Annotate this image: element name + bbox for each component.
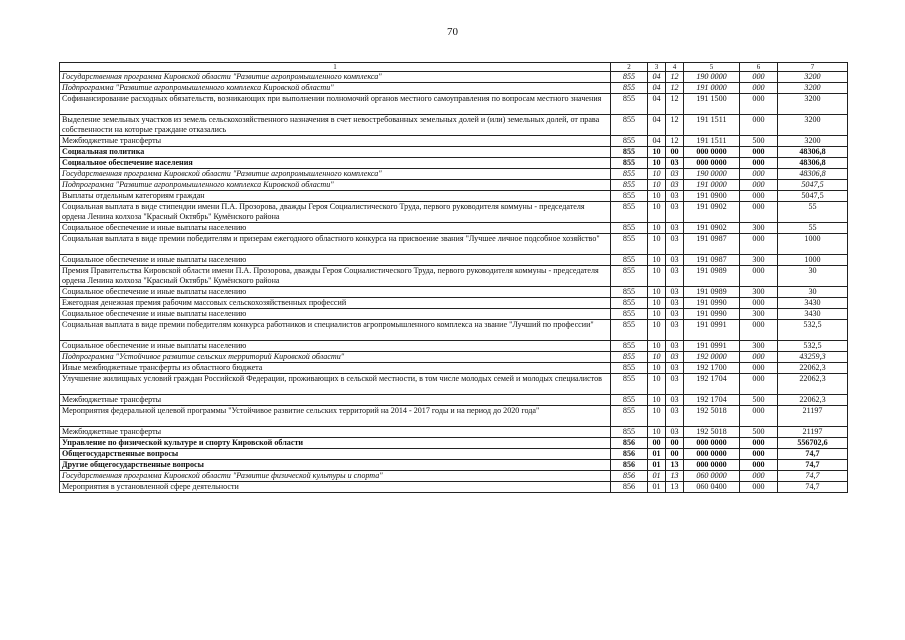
section-code: 10 [648, 298, 666, 309]
table-row [60, 287, 848, 298]
row-name: Управление по физической культуре и спорту Кировской области [60, 438, 611, 449]
amount: 532,5 [778, 320, 848, 341]
section-code: 01 [648, 482, 666, 493]
row-name: Социальная выплата в виде стипендии имени П.А. Прозорова, дважды Героя Социалистического Труда, первого руководителя коммуны - председателя ордена Ленина колхоза "Красный Октябрь" Кумёнского района [60, 202, 611, 223]
column-header-name: 1 [60, 63, 611, 72]
column-header-expense-type: 6 [740, 63, 778, 72]
target-article-code: 000 0000 [684, 449, 740, 460]
expense-type-code: 000 [740, 202, 778, 223]
column-header-section: 3 [648, 63, 666, 72]
expense-type-code: 500 [740, 136, 778, 147]
subsection-code: 03 [666, 363, 684, 374]
row-name: Социальная выплата в виде премии победителям и призерам ежегодного областного конкурса на присвоение звания "Лучшее личное подсобное хозяйство" [60, 234, 611, 255]
ministry-code: 855 [611, 266, 648, 287]
table-row [60, 115, 848, 136]
expense-type-code: 000 [740, 460, 778, 471]
table-row [60, 352, 848, 363]
section-code: 10 [648, 287, 666, 298]
subsection-code: 13 [666, 460, 684, 471]
ministry-code: 855 [611, 395, 648, 406]
subsection-code: 03 [666, 180, 684, 191]
table-row [60, 94, 848, 115]
amount: 30 [778, 266, 848, 287]
section-code: 00 [648, 438, 666, 449]
section-code: 01 [648, 471, 666, 482]
target-article-code: 000 0000 [684, 147, 740, 158]
row-name: Межбюджетные трансферты [60, 136, 611, 147]
section-code: 10 [648, 255, 666, 266]
expense-type-code: 000 [740, 191, 778, 202]
row-name: Межбюджетные трансферты [60, 427, 611, 438]
amount: 5047,5 [778, 180, 848, 191]
ministry-code: 855 [611, 83, 648, 94]
subsection-code: 00 [666, 438, 684, 449]
expense-type-code: 000 [740, 72, 778, 83]
target-article-code: 191 0900 [684, 191, 740, 202]
subsection-code: 03 [666, 352, 684, 363]
ministry-code: 856 [611, 438, 648, 449]
ministry-code: 855 [611, 223, 648, 234]
section-code: 10 [648, 191, 666, 202]
ministry-code: 856 [611, 482, 648, 493]
table-row [60, 136, 848, 147]
subsection-code: 03 [666, 374, 684, 395]
table-row [60, 180, 848, 191]
ministry-code: 855 [611, 255, 648, 266]
amount: 3430 [778, 298, 848, 309]
subsection-code: 03 [666, 427, 684, 438]
target-article-code: 191 0000 [684, 180, 740, 191]
amount: 3200 [778, 115, 848, 136]
row-name: Государственная программа Кировской области "Развитие физической культуры и спорта" [60, 471, 611, 482]
row-name: Другие общегосударственные вопросы [60, 460, 611, 471]
row-name: Социальное обеспечение и иные выплаты населению [60, 223, 611, 234]
target-article-code: 191 0987 [684, 234, 740, 255]
expense-type-code: 500 [740, 395, 778, 406]
section-code: 04 [648, 83, 666, 94]
subsection-code: 03 [666, 395, 684, 406]
section-code: 10 [648, 169, 666, 180]
subsection-code: 03 [666, 234, 684, 255]
ministry-code: 855 [611, 287, 648, 298]
target-article-code: 191 0991 [684, 320, 740, 341]
table-row [60, 266, 848, 287]
amount: 1000 [778, 234, 848, 255]
amount: 3200 [778, 136, 848, 147]
ministry-code: 855 [611, 202, 648, 223]
ministry-code: 855 [611, 341, 648, 352]
table-row [60, 363, 848, 374]
ministry-code: 855 [611, 158, 648, 169]
target-article-code: 192 5018 [684, 406, 740, 427]
target-article-code: 192 0000 [684, 352, 740, 363]
ministry-code: 855 [611, 374, 648, 395]
expense-type-code: 300 [740, 309, 778, 320]
target-article-code: 192 5018 [684, 427, 740, 438]
row-name: Социальное обеспечение и иные выплаты населению [60, 341, 611, 352]
subsection-code: 03 [666, 223, 684, 234]
ministry-code: 855 [611, 180, 648, 191]
amount: 48306,8 [778, 147, 848, 158]
section-code: 10 [648, 395, 666, 406]
table-row [60, 202, 848, 223]
subsection-code: 03 [666, 406, 684, 427]
amount: 21197 [778, 406, 848, 427]
table-row [60, 374, 848, 395]
amount: 21197 [778, 427, 848, 438]
expense-type-code: 000 [740, 180, 778, 191]
table-row [60, 147, 848, 158]
row-name: Софинансирование расходных обязательств, возникающих при выполнении полномочий органов местного самоуправления по вопросам местного значения [60, 94, 611, 115]
row-name: Подпрограмма "Развитие агропромышленного комплекса Кировской области" [60, 180, 611, 191]
column-header-subsection: 4 [666, 63, 684, 72]
table-row [60, 471, 848, 482]
target-article-code: 191 0902 [684, 202, 740, 223]
ministry-code: 855 [611, 115, 648, 136]
subsection-code: 03 [666, 191, 684, 202]
expense-type-code: 300 [740, 223, 778, 234]
amount: 55 [778, 202, 848, 223]
target-article-code: 191 0902 [684, 223, 740, 234]
table-row [60, 234, 848, 255]
amount: 74,7 [778, 482, 848, 493]
ministry-code: 855 [611, 147, 648, 158]
table-row [60, 427, 848, 438]
subsection-code: 12 [666, 83, 684, 94]
row-name: Государственная программа Кировской области "Развитие агропромышленного комплекса" [60, 72, 611, 83]
subsection-code: 12 [666, 115, 684, 136]
table-row [60, 255, 848, 266]
target-article-code: 191 1511 [684, 136, 740, 147]
ministry-code: 855 [611, 72, 648, 83]
ministry-code: 855 [611, 309, 648, 320]
expense-type-code: 000 [740, 83, 778, 94]
section-code: 10 [648, 266, 666, 287]
row-name: Выплаты отдельным категориям граждан [60, 191, 611, 202]
amount: 43259,3 [778, 352, 848, 363]
table-row [60, 449, 848, 460]
section-code: 10 [648, 374, 666, 395]
table-row [60, 83, 848, 94]
row-name: Социальная выплата в виде премии победителям конкурса работников и специалистов агропромышленного комплекса на звание "Лучший по профессии" [60, 320, 611, 341]
expense-type-code: 000 [740, 94, 778, 115]
target-article-code: 190 0000 [684, 169, 740, 180]
ministry-code: 855 [611, 427, 648, 438]
row-name: Социальное обеспечение и иные выплаты населению [60, 287, 611, 298]
expense-type-code: 000 [740, 158, 778, 169]
target-article-code: 190 0000 [684, 72, 740, 83]
expense-type-code: 500 [740, 427, 778, 438]
budget-table [59, 62, 848, 493]
row-name: Социальное обеспечение и иные выплаты населению [60, 309, 611, 320]
table-row [60, 309, 848, 320]
table-row [60, 341, 848, 352]
amount: 74,7 [778, 471, 848, 482]
row-name: Мероприятия в установленной сфере деятельности [60, 482, 611, 493]
target-article-code: 192 1704 [684, 395, 740, 406]
table-row [60, 406, 848, 427]
target-article-code: 191 1511 [684, 115, 740, 136]
table-row [60, 438, 848, 449]
row-name: Мероприятия федеральной целевой программы "Устойчивое развитие сельских территорий на 2014 - 2017 годы и на период до 2020 года" [60, 406, 611, 427]
target-article-code: 191 0989 [684, 287, 740, 298]
column-header-amount: 7 [778, 63, 848, 72]
amount: 3200 [778, 94, 848, 115]
expense-type-code: 000 [740, 298, 778, 309]
expense-type-code: 000 [740, 449, 778, 460]
subsection-code: 13 [666, 482, 684, 493]
amount: 3200 [778, 72, 848, 83]
subsection-code: 00 [666, 147, 684, 158]
subsection-code: 03 [666, 298, 684, 309]
column-header-target-article: 5 [684, 63, 740, 72]
table-row [60, 298, 848, 309]
section-code: 01 [648, 460, 666, 471]
subsection-code: 03 [666, 320, 684, 341]
section-code: 04 [648, 115, 666, 136]
expense-type-code: 000 [740, 471, 778, 482]
subsection-code: 03 [666, 158, 684, 169]
row-name: Выделение земельных участков из земель сельскохозяйственного назначения в счет невостребованных земельных долей и (или) земельных долей, от права собственности на которые граждане отказались [60, 115, 611, 136]
section-code: 10 [648, 352, 666, 363]
row-name: Ежегодная денежная премия рабочим массовых сельскохозяйственных профессий [60, 298, 611, 309]
ministry-code: 855 [611, 320, 648, 341]
ministry-code: 855 [611, 169, 648, 180]
section-code: 10 [648, 427, 666, 438]
subsection-code: 03 [666, 266, 684, 287]
section-code: 10 [648, 223, 666, 234]
row-name: Социальное обеспечение населения [60, 158, 611, 169]
expense-type-code: 000 [740, 352, 778, 363]
expense-type-code: 000 [740, 147, 778, 158]
expense-type-code: 000 [740, 169, 778, 180]
expense-type-code: 000 [740, 266, 778, 287]
ministry-code: 856 [611, 471, 648, 482]
ministry-code: 856 [611, 449, 648, 460]
subsection-code: 00 [666, 449, 684, 460]
subsection-code: 13 [666, 471, 684, 482]
table-row [60, 72, 848, 83]
subsection-code: 12 [666, 72, 684, 83]
table-row [60, 482, 848, 493]
row-name: Премия Правительства Кировской области имени П.А. Прозорова, дважды Героя Социалистического Труда, первого руководителя коммуны - председателя ордена Ленина колхоза "Красный Октябрь" Кумёнского района [60, 266, 611, 287]
amount: 3200 [778, 83, 848, 94]
section-code: 10 [648, 309, 666, 320]
ministry-code: 855 [611, 363, 648, 374]
section-code: 10 [648, 406, 666, 427]
row-name: Иные межбюджетные трансферты из областного бюджета [60, 363, 611, 374]
table-row [60, 191, 848, 202]
amount: 22062,3 [778, 395, 848, 406]
ministry-code: 855 [611, 136, 648, 147]
ministry-code: 855 [611, 352, 648, 363]
expense-type-code: 000 [740, 482, 778, 493]
ministry-code: 855 [611, 234, 648, 255]
expense-type-code: 000 [740, 115, 778, 136]
table-body [60, 72, 848, 493]
section-code: 04 [648, 136, 666, 147]
target-article-code: 191 0991 [684, 341, 740, 352]
target-article-code: 191 0990 [684, 309, 740, 320]
table-row [60, 395, 848, 406]
table-row [60, 320, 848, 341]
row-name: Межбюджетные трансферты [60, 395, 611, 406]
expense-type-code: 000 [740, 363, 778, 374]
subsection-code: 03 [666, 341, 684, 352]
amount: 30 [778, 287, 848, 298]
subsection-code: 03 [666, 202, 684, 223]
section-code: 10 [648, 234, 666, 255]
amount: 5047,5 [778, 191, 848, 202]
row-name: Социальное обеспечение и иные выплаты населению [60, 255, 611, 266]
table-row [60, 158, 848, 169]
target-article-code: 060 0000 [684, 471, 740, 482]
row-name: Улучшение жилищных условий граждан Российской Федерации, проживающих в сельской местности, в том числе молодых семей и молодых специалистов [60, 374, 611, 395]
section-code: 10 [648, 180, 666, 191]
ministry-code: 855 [611, 298, 648, 309]
expense-type-code: 000 [740, 234, 778, 255]
expense-type-code: 000 [740, 320, 778, 341]
expense-type-code: 300 [740, 341, 778, 352]
table-row [60, 169, 848, 180]
section-code: 10 [648, 158, 666, 169]
amount: 3430 [778, 309, 848, 320]
expense-type-code: 000 [740, 438, 778, 449]
section-code: 10 [648, 202, 666, 223]
target-article-code: 191 0989 [684, 266, 740, 287]
table-row [60, 460, 848, 471]
amount: 22062,3 [778, 374, 848, 395]
amount: 22062,3 [778, 363, 848, 374]
amount: 1000 [778, 255, 848, 266]
amount: 74,7 [778, 460, 848, 471]
expense-type-code: 300 [740, 255, 778, 266]
amount: 48306,8 [778, 169, 848, 180]
expense-type-code: 300 [740, 287, 778, 298]
section-code: 10 [648, 341, 666, 352]
ministry-code: 855 [611, 94, 648, 115]
target-article-code: 000 0000 [684, 158, 740, 169]
amount: 556702,6 [778, 438, 848, 449]
page-number: 70 [447, 26, 458, 38]
section-code: 01 [648, 449, 666, 460]
section-code: 04 [648, 72, 666, 83]
target-article-code: 060 0400 [684, 482, 740, 493]
target-article-code: 191 0990 [684, 298, 740, 309]
ministry-code: 856 [611, 460, 648, 471]
subsection-code: 03 [666, 309, 684, 320]
subsection-code: 03 [666, 287, 684, 298]
target-article-code: 000 0000 [684, 438, 740, 449]
subsection-code: 03 [666, 255, 684, 266]
row-name: Социальная политика [60, 147, 611, 158]
section-code: 10 [648, 363, 666, 374]
target-article-code: 191 0000 [684, 83, 740, 94]
table-row [60, 223, 848, 234]
section-code: 10 [648, 147, 666, 158]
expense-type-code: 000 [740, 374, 778, 395]
target-article-code: 000 0000 [684, 460, 740, 471]
amount: 532,5 [778, 341, 848, 352]
amount: 55 [778, 223, 848, 234]
section-code: 10 [648, 320, 666, 341]
target-article-code: 191 1500 [684, 94, 740, 115]
target-article-code: 192 1700 [684, 363, 740, 374]
amount: 48306,8 [778, 158, 848, 169]
row-name: Государственная программа Кировской области "Развитие агропромышленного комплекса" [60, 169, 611, 180]
subsection-code: 12 [666, 136, 684, 147]
row-name: Подпрограмма "Устойчивое развитие сельских территорий Кировской области" [60, 352, 611, 363]
section-code: 04 [648, 94, 666, 115]
amount: 74,7 [778, 449, 848, 460]
subsection-code: 12 [666, 94, 684, 115]
ministry-code: 855 [611, 191, 648, 202]
table-header [60, 63, 848, 72]
column-header-ministry: 2 [611, 63, 648, 72]
expense-type-code: 000 [740, 406, 778, 427]
target-article-code: 191 0987 [684, 255, 740, 266]
ministry-code: 855 [611, 406, 648, 427]
row-name: Общегосударственные вопросы [60, 449, 611, 460]
row-name: Подпрограмма "Развитие агропромышленного комплекса Кировской области" [60, 83, 611, 94]
subsection-code: 03 [666, 169, 684, 180]
target-article-code: 192 1704 [684, 374, 740, 395]
